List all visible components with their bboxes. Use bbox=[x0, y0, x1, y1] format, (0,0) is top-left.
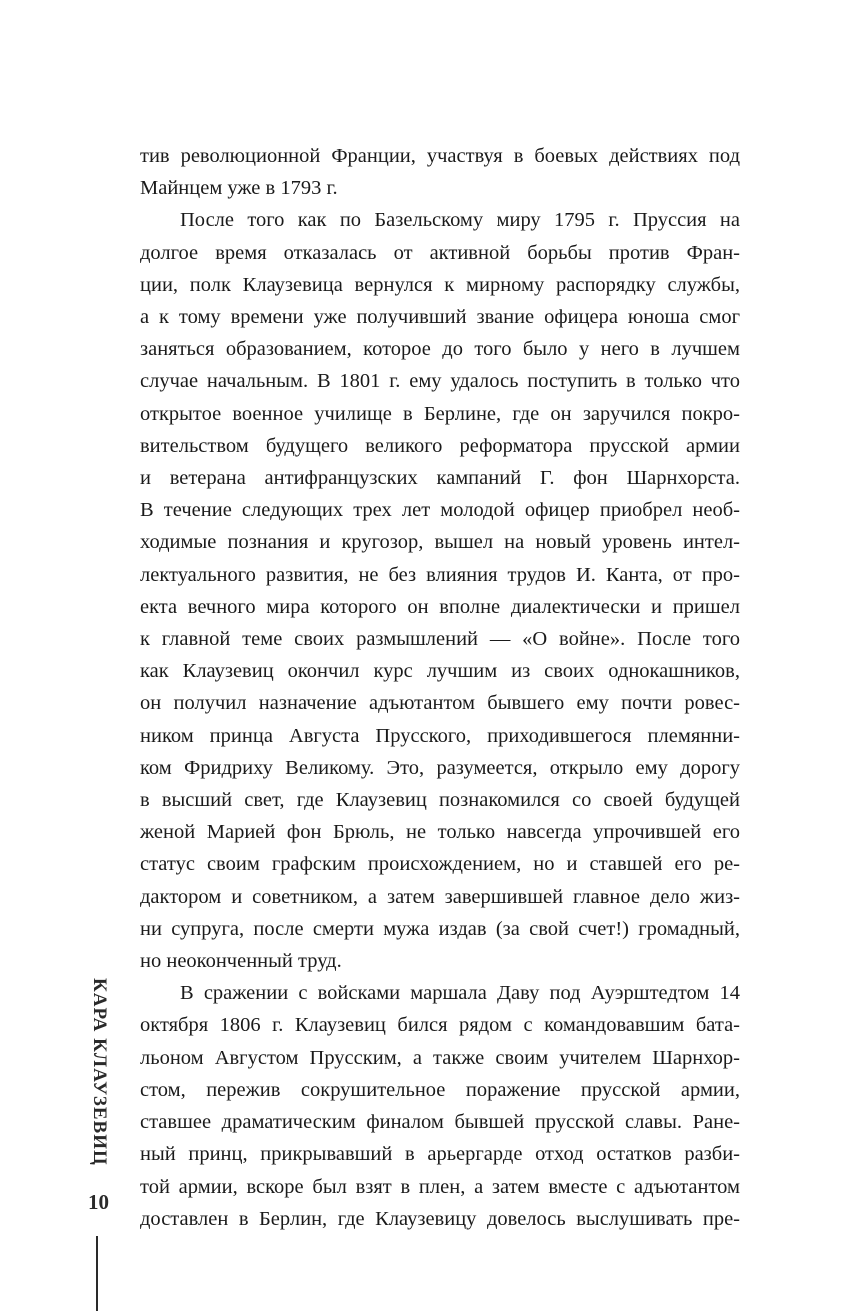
text-line: После того как по Базельскому миру 1795 г. Пруссия на bbox=[180, 209, 740, 232]
text-line: октября 1806 г. Клаузевиц бился рядом с командовавшим бата- bbox=[140, 1014, 740, 1037]
text-line: В течение следующих трех лет молодой офицер приобрел необ- bbox=[140, 499, 740, 522]
text-line: статус своим графским происхождением, но и ставшей его ре- bbox=[140, 853, 740, 876]
body-text bbox=[140, 140, 740, 1235]
text-line: как Клаузевиц окончил курс лучшим из своих однокашников, bbox=[140, 660, 740, 683]
text-line: стом, пережив сокрушительное поражение прусской армии, bbox=[140, 1078, 740, 1101]
text-line: лектуального развития, не без влияния трудов И. Канта, от про- bbox=[140, 563, 740, 586]
page-number: 10 bbox=[88, 1190, 109, 1214]
text-line: к главной теме своих размышлений — «О войне». После того bbox=[140, 628, 740, 651]
text-line: женой Марией фон Брюль, не только навсегда упрочившей его bbox=[140, 821, 740, 844]
text-line: В сражении с войсками маршала Даву под Ауэрштедтом 14 bbox=[180, 982, 740, 1005]
text-line: в высший свет, где Клаузевиц познакомился со своей будущей bbox=[140, 789, 740, 812]
margin-rule bbox=[96, 1236, 98, 1311]
text-line: ни супруга, после смерти мужа издав (за свой счет!) громадный, bbox=[140, 917, 740, 940]
text-line: он получил назначение адъютантом бывшего ему почти ровес- bbox=[140, 692, 740, 715]
text-line: ходимые познания и кругозор, вышел на новый уровень интел- bbox=[140, 531, 740, 554]
text-line: долгое время отказалась от активной борьбы против Фран- bbox=[140, 241, 740, 264]
text-line: той армии, вскоре был взят в плен, а затем вместе с адъютантом bbox=[140, 1175, 740, 1198]
text-line: ставшее драматическим финалом бывшей прусской славы. Ране- bbox=[140, 1111, 740, 1134]
text-line: ком Фридриху Великому. Это, разумеется, открыло ему дорогу bbox=[140, 756, 740, 779]
text-line: тив революционной Франции, участвуя в боевых действиях под bbox=[140, 145, 740, 167]
text-line: открытое военное училище в Берлине, где он заручился покро- bbox=[140, 402, 740, 425]
text-line: дактором и советником, а затем завершившей главное дело жиз- bbox=[140, 885, 740, 908]
text-line: ником принца Августа Прусского, приходившегося племянни- bbox=[140, 724, 740, 747]
text-line: вительством будущего великого реформатора прусской армии bbox=[140, 434, 740, 457]
text-line: екта вечного мира которого он вполне диалектически и пришел bbox=[140, 595, 740, 618]
text-line: льоном Августом Прусским, а также своим учителем Шарнхор- bbox=[140, 1046, 740, 1069]
text-line: а к тому времени уже получивший звание офицера юноша смог bbox=[140, 306, 740, 329]
text-line: и ветерана антифранцузских кампаний Г. фон Шарнхорста. bbox=[140, 467, 740, 490]
text-line: ный принц, прикрывавший в арьергарде отход остатков разби- bbox=[140, 1143, 740, 1166]
text-line: случае начальным. В 1801 г. ему удалось поступить в только что bbox=[140, 370, 740, 393]
running-head: КАРА КЛАУЗЕВИЦ bbox=[89, 978, 110, 1166]
text-line: ции, полк Клаузевица вернулся к мирному распорядку службы, bbox=[140, 273, 740, 296]
text-line: доставлен в Берлин, где Клаузевицу довелось выслушивать пре- bbox=[140, 1207, 740, 1230]
text-line: Майнцем уже в 1793 г. bbox=[140, 177, 338, 200]
text-line: заняться образованием, которое до того было у него в лучшем bbox=[140, 338, 740, 361]
text-line: но неоконченный труд. bbox=[140, 950, 342, 973]
